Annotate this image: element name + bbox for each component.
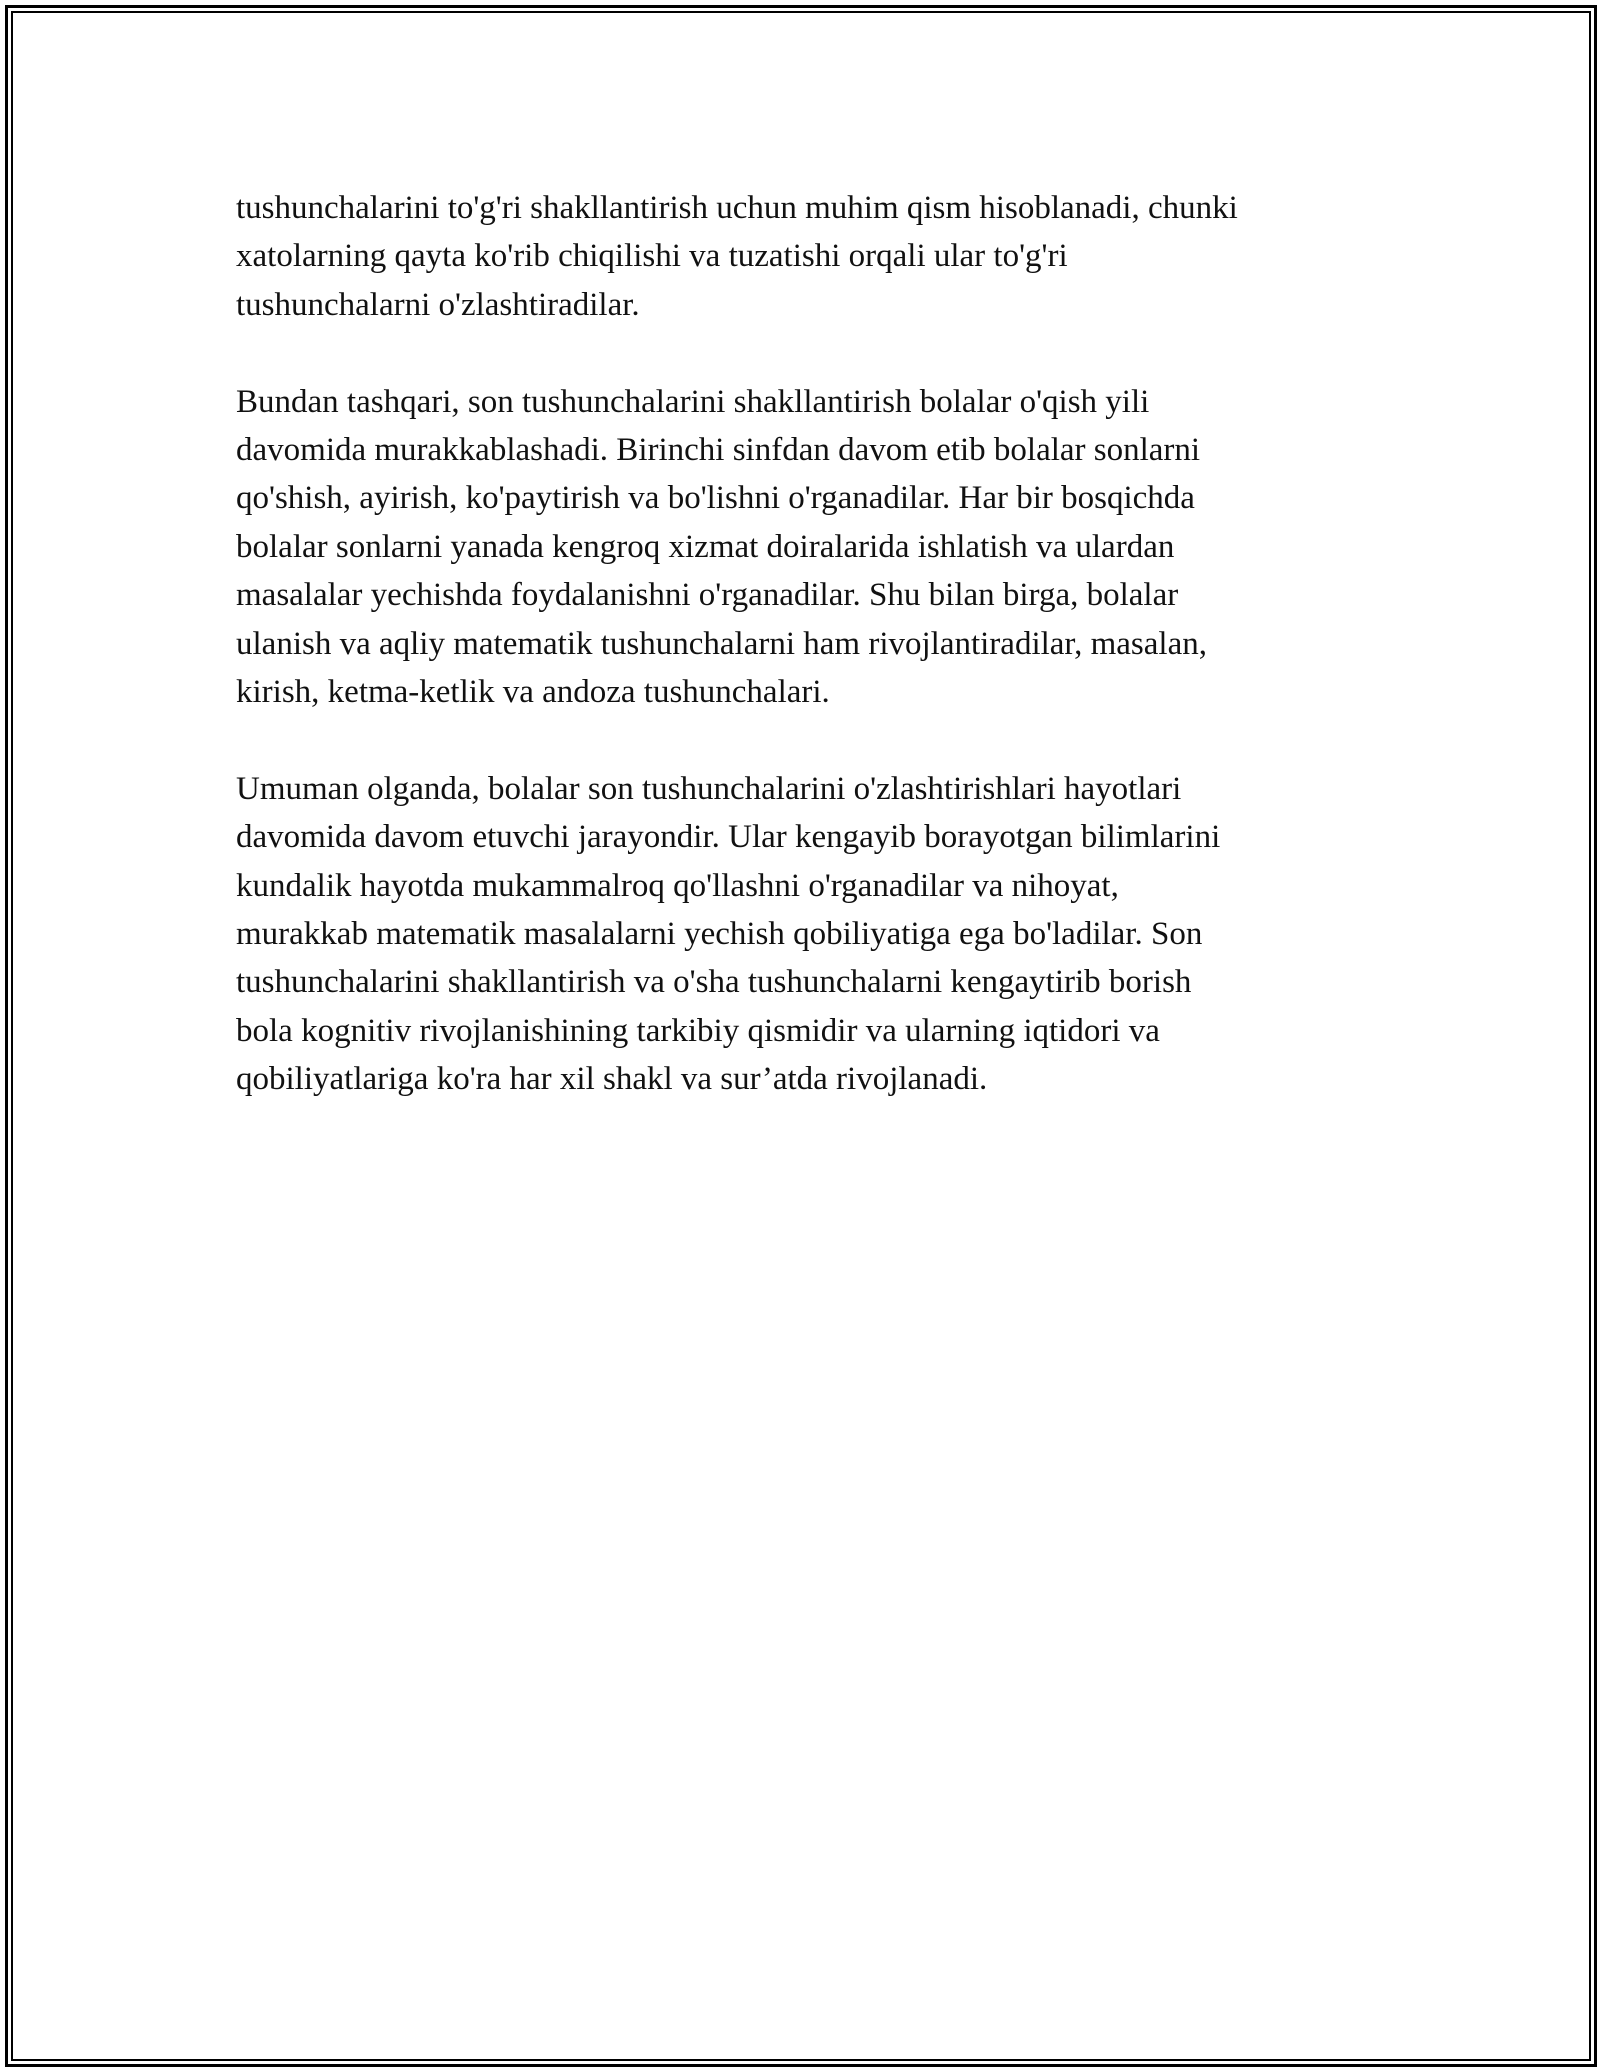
text-line: ulanish va aqliy matematik tushunchalarni ham rivojlantiradilar, masalan, [236,625,1207,662]
text-line: davomida davom etuvchi jarayondir. Ular kengayib borayotgan bilimlarini [236,819,1221,856]
text-line: qobiliyatlariga ko'ra har xil shakl va sur’atda rivojlanadi. [236,1061,988,1098]
text-line: xatolarning qayta ko'rib chiqilishi va tuzatishi orqali ular to'g'ri [236,238,1068,275]
text-line: kundalik hayotda mukammalroq qo'llashni o'rganadilar va nihoyat, [236,867,1119,904]
document-body [236,184,1366,1152]
text-line: bola kognitiv rivojlanishining tarkibiy qismidir va ularning iqtidori va [236,1012,1160,1049]
text-line: qo'shish, ayirish, ko'paytirish va bo'lishni o'rganadilar. Har bir bosqichda [236,480,1195,517]
paragraph-3 [236,765,1366,1104]
text-line: davomida murakkablashadi. Birinchi sinfdan davom etib bolalar sonlarni [236,432,1201,469]
text-line: Umuman olganda, bolalar son tushunchalarini o'zlashtirishlari hayotlari [236,770,1182,807]
paragraph-1 [236,184,1366,329]
paragraph-2 [236,378,1366,717]
text-line: kirish, ketma-ketlik va andoza tushunchalari. [236,674,830,711]
text-line: bolalar sonlarni yanada kengroq xizmat doiralarida ishlatish va ulardan [236,528,1175,565]
text-line: tushunchalarni o'zlashtiradilar. [236,286,640,323]
text-line: tushunchalarini shakllantirish va o'sha tushunchalarni kengaytirib borish [236,964,1192,1001]
text-line: murakkab matematik masalalarni yechish qobiliyatiga ega bo'ladilar. Son [236,916,1203,953]
text-line: tushunchalarini to'g'ri shakllantirish uchun muhim qism hisoblanadi, chunki [236,190,1238,226]
text-line: Bundan tashqari, son tushunchalarini shakllantirish bolalar o'qish yili [236,383,1150,420]
text-line: masalalar yechishda foydalanishni o'rganadilar. Shu bilan birga, bolalar [236,577,1179,614]
